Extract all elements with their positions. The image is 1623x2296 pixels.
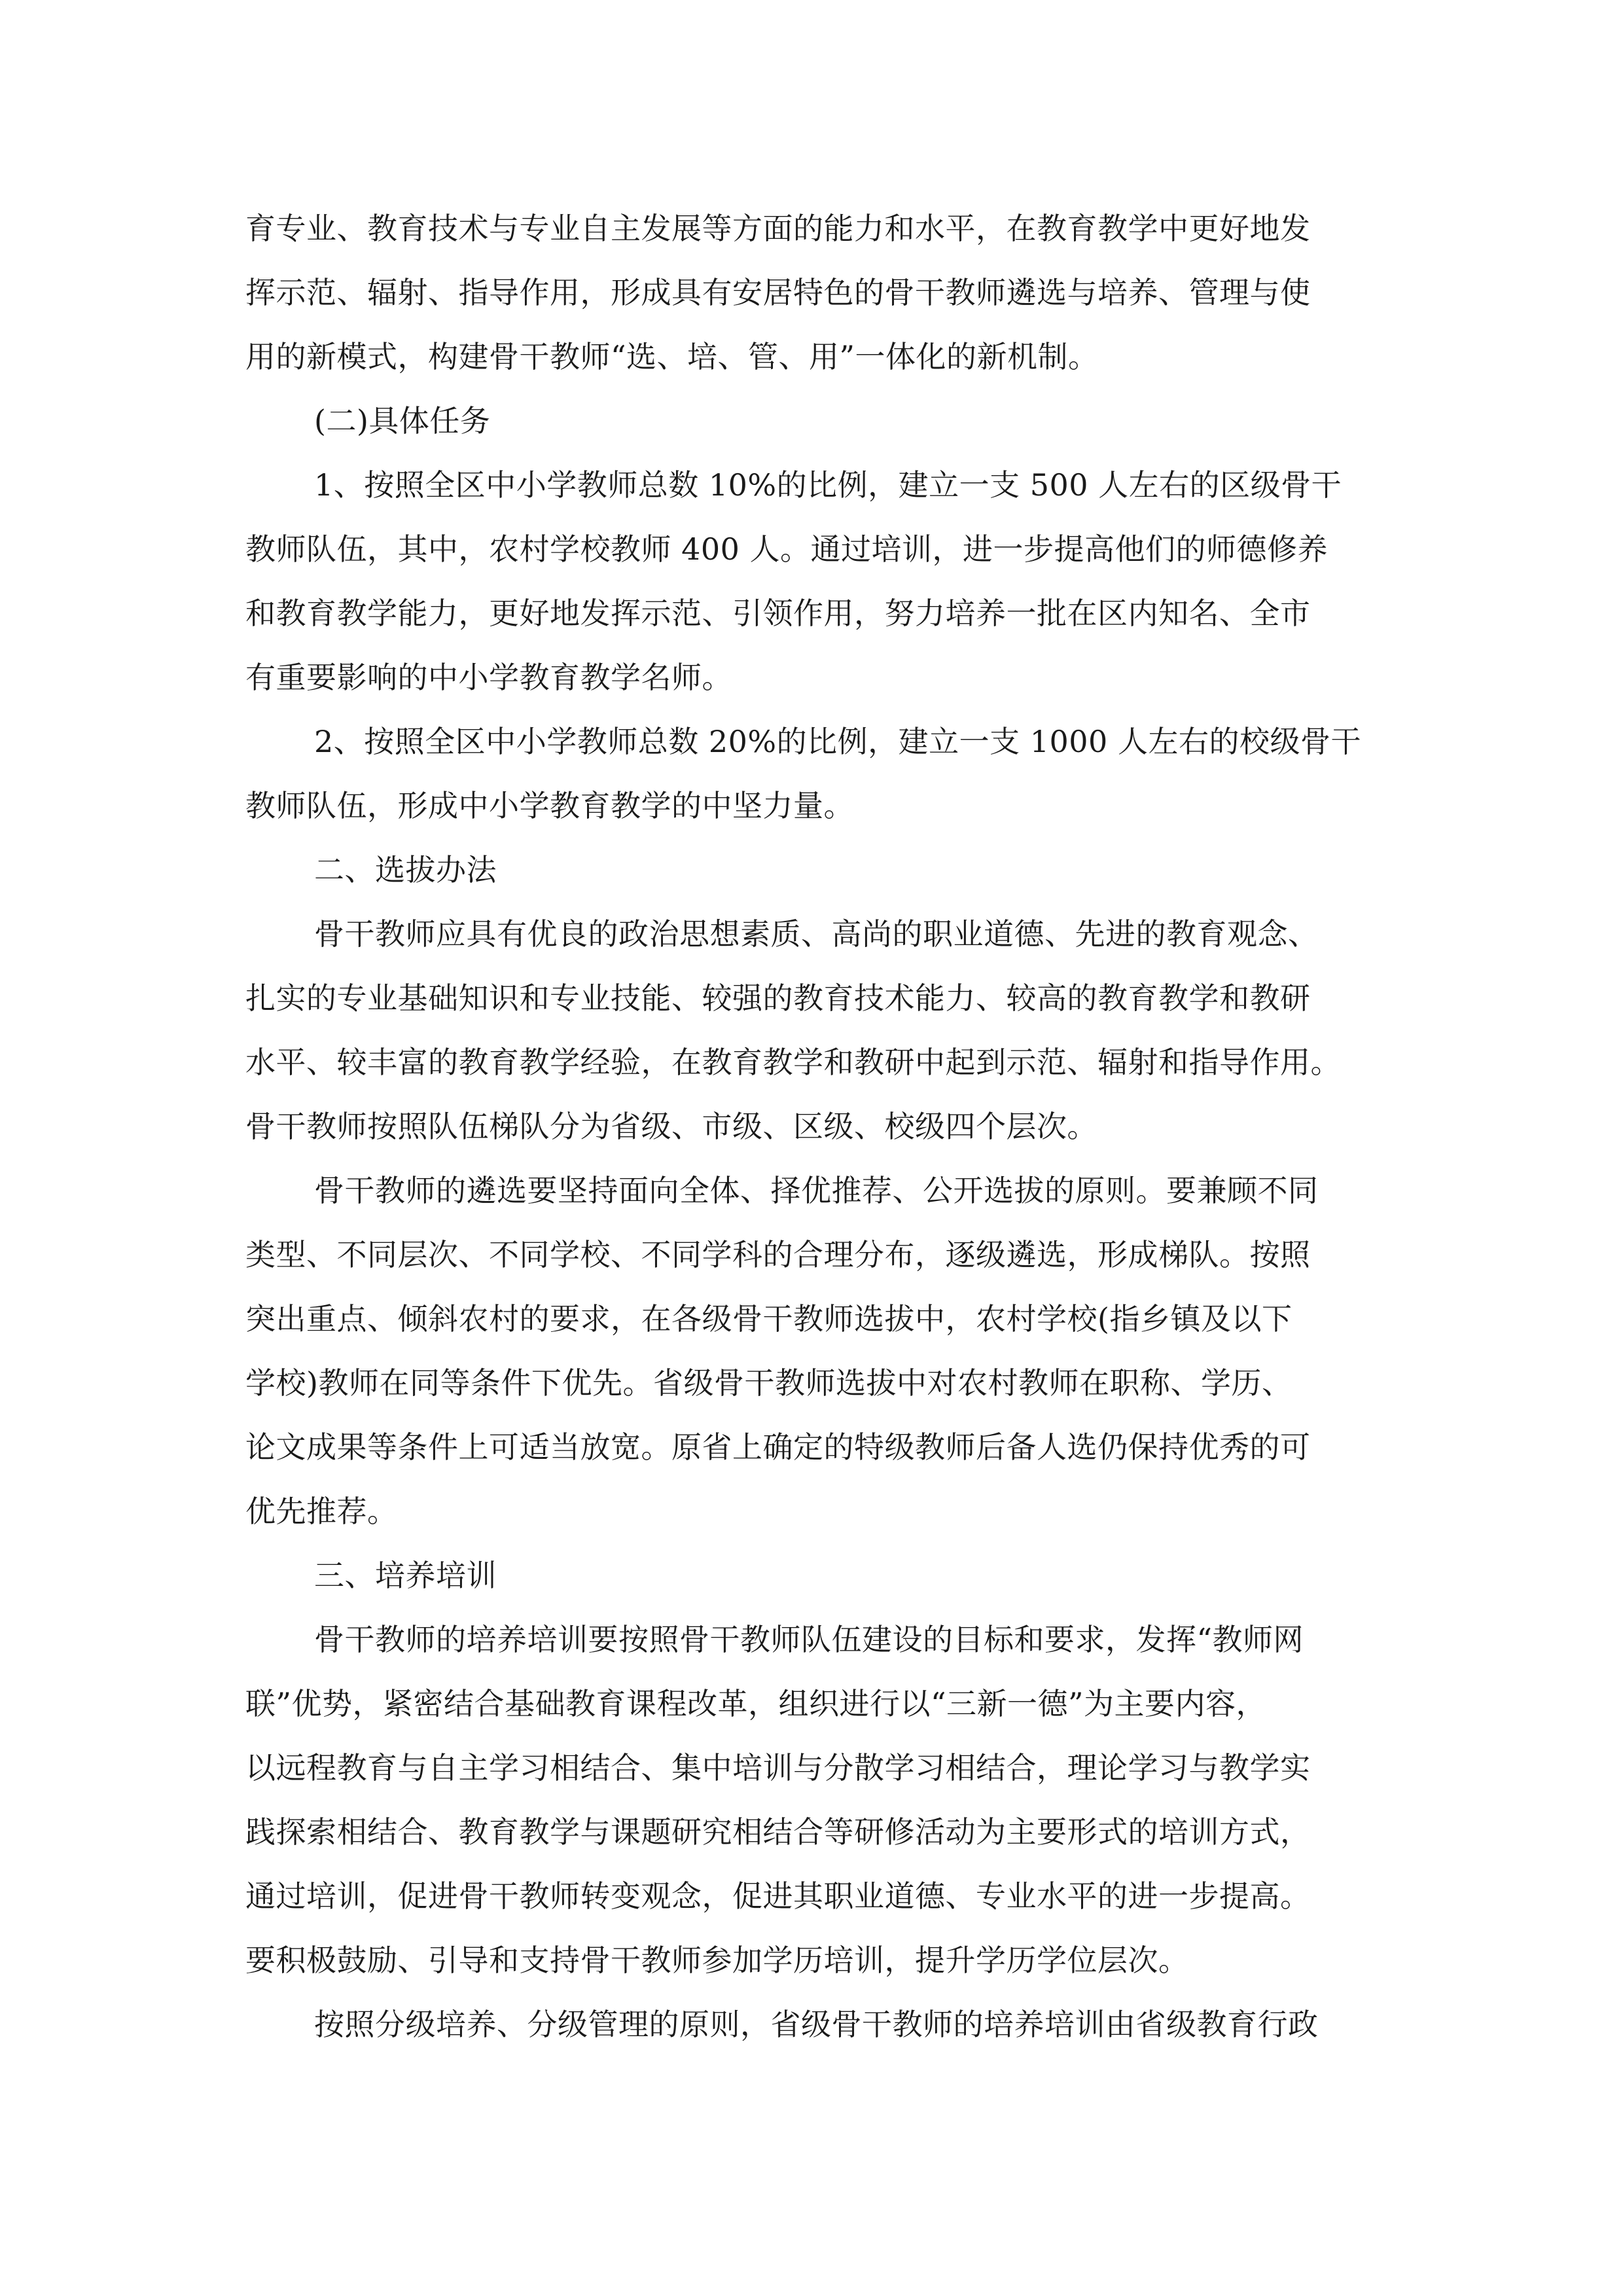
paragraph-line: 和教育教学能力，更好地发挥示范、引领作用，努力培养一批在区内知名、全市 bbox=[245, 596, 1311, 631]
paragraph-line: 践探索相结合、教育教学与课题研究相结合等研修活动为主要形式的培训方式， bbox=[245, 1814, 1311, 1850]
paragraph-line: 教师队伍，形成中小学教育教学的中坚力量。 bbox=[245, 788, 854, 823]
paragraph-line: 骨干教师的遴选要坚持面向全体、择优推荐、公开选拔的原则。要兼顾不同 bbox=[314, 1173, 1319, 1208]
paragraph-line: 水平、较丰富的教育教学经验，在教育教学和教研中起到示范、辐射和指导作用。 bbox=[245, 1045, 1341, 1080]
section-heading: 二、选拔办法 bbox=[314, 852, 497, 888]
section-heading: 三、培养培训 bbox=[314, 1558, 497, 1593]
paragraph-line: 骨干教师应具有优良的政治思想素质、高尚的职业道德、先进的教育观念、 bbox=[314, 916, 1319, 952]
paragraph-line: 要积极鼓励、引导和支持骨干教师参加学历培训，提升学历学位层次。 bbox=[245, 1943, 1189, 1978]
paragraph-line: 用的新模式，构建骨干教师“选、培、管、用”一体化的新机制。 bbox=[245, 339, 1099, 374]
paragraph-line: 教师队伍，其中，农村学校教师 400 人。通过培训，进一步提高他们的师德修养 bbox=[245, 531, 1329, 567]
paragraph-line: 突出重点、倾斜农村的要求，在各级骨干教师选拔中，农村学校(指乡镇及以下 bbox=[245, 1301, 1293, 1336]
paragraph-line: 学校)教师在同等条件下优先。省级骨干教师选拔中对农村教师在职称、学历、 bbox=[245, 1365, 1293, 1401]
paragraph-line: 优先推荐。 bbox=[245, 1494, 398, 1529]
paragraph-line: 育专业、教育技术与专业自主发展等方面的能力和水平，在教育教学中更好地发 bbox=[245, 211, 1311, 246]
paragraph-line: 扎实的专业基础知识和专业技能、较强的教育技术能力、较高的教育教学和教研 bbox=[245, 980, 1311, 1016]
paragraph-line: 骨干教师的培养培训要按照骨干教师队伍建设的目标和要求，发挥“教师网 bbox=[314, 1622, 1304, 1657]
document-page bbox=[245, 196, 1384, 2056]
section-heading: (二)具体任务 bbox=[314, 403, 491, 439]
paragraph-line: 1、按照全区中小学教师总数 10%的比例，建立一支 500 人左右的区级骨干 bbox=[314, 467, 1342, 503]
paragraph-line: 2、按照全区中小学教师总数 20%的比例，建立一支 1000 人左右的校级骨干 bbox=[314, 724, 1361, 759]
paragraph-line: 论文成果等条件上可适当放宽。原省上确定的特级教师后备人选仍保持优秀的可 bbox=[245, 1429, 1311, 1465]
paragraph-line: 有重要影响的中小学教育教学名师。 bbox=[245, 660, 732, 695]
paragraph-line: 挥示范、辐射、指导作用，形成具有安居特色的骨干教师遴选与培养、管理与使 bbox=[245, 275, 1311, 310]
paragraph-line: 以远程教育与自主学习相结合、集中培训与分散学习相结合，理论学习与教学实 bbox=[245, 1750, 1311, 1785]
paragraph-line: 按照分级培养、分级管理的原则，省级骨干教师的培养培训由省级教育行政 bbox=[314, 2007, 1319, 2042]
paragraph-line: 类型、不同层次、不同学校、不同学科的合理分布，逐级遴选，形成梯队。按照 bbox=[245, 1237, 1311, 1272]
paragraph-line: 通过培训，促进骨干教师转变观念，促进其职业道德、专业水平的进一步提高。 bbox=[245, 1878, 1311, 1914]
paragraph-line: 联”优势，紧密结合基础教育课程改革，组织进行以“三新一德”为主要内容， bbox=[245, 1686, 1267, 1721]
paragraph-line: 骨干教师按照队伍梯队分为省级、市级、区级、校级四个层次。 bbox=[245, 1109, 1097, 1144]
